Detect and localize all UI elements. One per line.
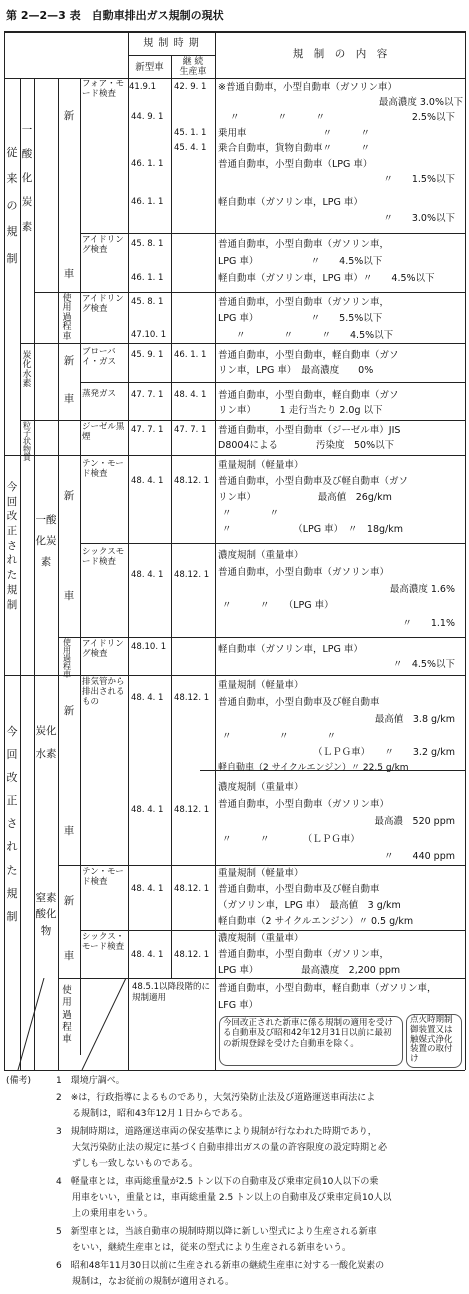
vehicle-car-label: 車 <box>63 825 75 837</box>
date-continuing: 45. 1. 1 <box>174 128 207 138</box>
row-divider <box>80 233 465 234</box>
regulation-content: 〃 440 ppm <box>384 851 455 862</box>
regulation-content: 普通自動車，小型自動車（ガソリン車） <box>218 567 390 578</box>
pollutant-hc: 炭化水素 <box>35 725 57 761</box>
row-divider <box>20 420 465 421</box>
date-new: 48. 4. 1 <box>131 950 164 960</box>
table-right-border <box>465 31 466 1070</box>
date-continuing: 48.12. 1 <box>174 805 210 815</box>
pollutant-co-revised: 一酸化炭素 <box>35 514 57 568</box>
date-new: 48. 4. 1 <box>131 476 164 486</box>
table-bottom-border <box>4 1070 465 1071</box>
regulation-content: 最高濃 520 ppm <box>374 816 455 827</box>
note-2-cont: る規制は，昭和43年12月１日からである。 <box>72 1109 248 1119</box>
header-period: 規 制 時 期 <box>143 38 200 49</box>
diagonal-slash-mark <box>80 978 128 1070</box>
regulation-content: 〃 〃 （LPG 車） <box>222 600 334 611</box>
regulation-content: 普通自動車，小型自動車（ガソリン車， <box>218 239 390 250</box>
category-label: テン・モード検査 <box>82 867 124 887</box>
category-label: ジーゼル黒煙 <box>82 422 125 442</box>
regulation-content: 乗用車 〃 〃 <box>218 128 371 139</box>
date-new: 47.10. 1 <box>131 330 167 340</box>
regulation-content: 普通自動車，小型自動車，軽自動車（ガソ <box>218 390 399 401</box>
date-new: 48. 4. 1 <box>131 805 164 815</box>
note-5: 5 新型車とは，当該自動車の規制時期以降に新しい型式により生産される新車 <box>56 1227 377 1237</box>
date-new: 48. 4. 1 <box>131 693 164 703</box>
regulation-content: LFG 車） <box>218 1000 259 1011</box>
regulation-content: 〃 〃 〃 4.5%以下 <box>236 330 394 341</box>
regulation-content: 〃 〃 〃 <box>222 731 337 742</box>
date-continuing: 48.12. 1 <box>174 570 210 580</box>
regulation-content: （ＬＰＧ車） 〃 3.2 g/km <box>313 747 455 758</box>
regulation-content: 普通自動車，小型自動車，軽自動車（ガソ <box>218 350 399 361</box>
note-1: 1 環境庁調べ。 <box>56 1076 125 1086</box>
pollutant-hc-small: 炭化水素 <box>22 351 32 390</box>
date-continuing: 46. 1. 1 <box>174 350 207 360</box>
vehicle-new-label: 新 <box>63 490 75 502</box>
category-label: ブローバイ・ガス <box>82 347 117 367</box>
row-divider <box>58 637 465 638</box>
date-continuing: 48.12. 1 <box>174 950 210 960</box>
column-divider <box>58 78 59 1070</box>
pollutant-nox: 窒素酸化物 <box>35 892 57 937</box>
regulation-content: 軽自動車（ガソリン車，LPG 車） <box>218 197 363 208</box>
regulation-content: 軽自動車（ガソリン車，LPG 車）〃 4.5%以下 <box>218 273 435 284</box>
regulation-content: 濃度規制（重量車） <box>218 933 304 944</box>
vehicle-used-label: 使用過程車 <box>62 294 72 342</box>
note-6-cont: 規制は，なお従前の規制が適用される。 <box>72 1277 235 1287</box>
regulation-content: 〃 〃 〃 <box>230 112 326 123</box>
regulation-content: 濃度規制（重量車） <box>218 782 304 793</box>
vehicle-car-label: 車 <box>63 950 75 962</box>
regulation-content: LPG 車） 〃 5.5%以下 <box>218 313 383 324</box>
vehicle-car-label: 車 <box>63 393 75 405</box>
regulation-content: 最高濃度 3.0%以下 <box>378 97 463 108</box>
date-new: 48. 4. 1 <box>131 570 164 580</box>
note-2: 2 ※は，行政指導によるものであり，大気汚染防止法及び道路運送車両法によ <box>56 1093 376 1103</box>
row-divider <box>58 865 465 866</box>
regulation-content: 軽自動車（ガソリン車，LPG 車） <box>218 644 363 655</box>
header-content: 規 制 の 内 容 <box>292 48 388 60</box>
regulation-content: 普通自動車，小型自動車，軽自動車（ガソリン車， <box>218 983 437 994</box>
table-title: 第 2—2—3 表 自動車排出ガス規制の現状 <box>6 9 224 22</box>
regulation-content: リン車，LPG 車） 最高濃度 0% <box>218 365 374 376</box>
note-3: 3 規制時期は，道路運送車両の保安基準により規制が行なわれた時期であり， <box>56 1127 377 1137</box>
note-4: 4 軽量車とは，車両総重量が2.5 トン以下の自動車及び乗車定員10人以下の乗 <box>56 1177 379 1187</box>
date-new: 46. 1. 1 <box>131 159 164 169</box>
vehicle-new-label: 新 <box>63 355 75 367</box>
table-top-border <box>4 31 465 33</box>
note-3-cont: 大気汚染防止法の規定に基づく自動車排出ガスの量の許容限度の設定時期と必 <box>72 1143 388 1153</box>
category-label: アイドリング検査 <box>82 639 124 659</box>
date-new: 48. 4. 1 <box>131 884 164 894</box>
regulation-content: 普通自動車，小型自動車（ガソリン車） <box>218 799 390 810</box>
date-continuing: 48.12. 1 <box>174 884 210 894</box>
vehicle-used-label: 使用過程車 <box>63 638 71 679</box>
regulation-content: 2.5%以下 <box>411 112 455 123</box>
staged-schedule: 48.5.1以降段階的に規制適用 <box>132 982 211 1003</box>
regulation-content: 乗合自動車，貨物自動車〃 〃 <box>218 143 371 154</box>
column-divider <box>215 31 216 1070</box>
category-label: アイドリング検査 <box>82 294 124 314</box>
category-label: アイドリング検査 <box>82 235 124 255</box>
regulation-content: リン車） 1 走行当たり 2.0g 以下 <box>218 405 383 416</box>
section-divider <box>4 675 465 676</box>
date-new: 45. 8. 1 <box>131 297 164 307</box>
regulation-content: 〃 4.5%以下 <box>392 659 455 670</box>
vehicle-used-label: 使用過程車 <box>62 985 72 1046</box>
header-continuing: 継 続 生産車 <box>179 57 207 78</box>
pollutant-particulate: 粒子状物質 <box>23 421 31 462</box>
regulation-content: （ガソリン車，LPG 車） 最高値 3 g/km <box>218 900 401 911</box>
regulation-content: 普通自動車，小型自動車（ガソリン車， <box>218 949 390 960</box>
column-divider <box>128 31 129 1070</box>
regulation-content: 〃 1.5%以下 <box>383 174 455 185</box>
row-divider <box>80 543 465 544</box>
regulation-content: 濃度規制（重量車） <box>218 550 304 561</box>
date-new: 44. 9. 1 <box>131 112 164 122</box>
date-new: 45. 9. 1 <box>131 350 164 360</box>
regulation-content: リン車） 最高値 26g/km <box>218 492 392 503</box>
regulation-content: LPG 車） 〃 4.5%以下 <box>218 256 383 267</box>
note-6: 6 昭和48年11月30日以前に生産される新車の継続生産車に対する一酸化炭素の <box>56 1261 385 1271</box>
vehicle-car-label: 車 <box>63 590 75 602</box>
regulation-content: 〃 3.0%以下 <box>383 213 455 224</box>
regulation-content: 普通自動車，小型自動車（LPG 車） <box>218 159 373 170</box>
section-conventional: 従来の規制 <box>6 146 18 265</box>
regulation-content: ※普通自動車，小型自動車（ガソリン車） <box>218 82 397 93</box>
notes-label: (備考) <box>6 1076 32 1086</box>
column-divider <box>80 78 81 1055</box>
regulation-content: 普通自動車，小型自動車（ガソリン車， <box>218 297 390 308</box>
section-revised-2: 今回改正された規制 <box>6 725 18 923</box>
regulation-content: 〃 〃 <box>222 508 280 519</box>
category-label: シックスモード検査 <box>82 547 125 567</box>
date-new: 47. 7. 1 <box>131 390 164 400</box>
regulation-content: 〃 〃 （ＬＰＧ車） <box>222 834 360 845</box>
note-4-cont: 用車をいい，重量とは，車両総重量 2.5 トン以上の自動車及び乗車定員10人以 <box>72 1193 392 1203</box>
regulation-content: 最高濃度 1.6% <box>389 584 455 595</box>
note-4-cont: 上の乗用車をいう。 <box>72 1209 154 1219</box>
regulation-content: 最高値 3.8 g/km <box>374 714 455 725</box>
regulation-content: 〃 （LPG 車） 〃 18g/km <box>222 524 403 535</box>
date-new: 47. 7. 1 <box>131 425 164 435</box>
vehicle-new-label: 新 <box>63 110 75 122</box>
category-label: テン・モード検査 <box>82 459 124 479</box>
header-bottom-border <box>4 78 465 79</box>
diagonal-slash-mark <box>4 978 58 1070</box>
date-new: 41.9.1 <box>129 82 157 92</box>
regulation-content: 重量規制（軽量車） <box>218 680 304 691</box>
category-label: シックス・モード検査 <box>82 932 125 952</box>
date-new: 45. 8. 1 <box>131 239 164 249</box>
category-label: 蒸発ガス <box>82 389 117 399</box>
exclusion-note: 今回改正された新車に係る規制の適用を受ける自動車及び昭和42年12月31日以前に最初の新規登録を受けた自動車を除く。 <box>219 1016 403 1066</box>
regulation-content: 重量規制（軽量車） <box>218 868 304 879</box>
row-divider <box>20 343 465 344</box>
pollutant-co: 一酸化炭素 <box>21 124 33 233</box>
notes-block <box>6 1076 466 1290</box>
date-continuing: 48.12. 1 <box>174 693 210 703</box>
regulation-content: 普通自動車，小型自動車及び軽自動車（ガソ <box>218 476 409 487</box>
vehicle-new-label: 新 <box>63 895 75 907</box>
regulation-content: 普通自動車，小型自動車（ジーゼル車）JIS <box>218 425 401 436</box>
date-continuing: 48.12. 1 <box>174 476 210 486</box>
row-divider <box>80 930 465 931</box>
device-note: 点火時期制御装置又は触媒式浄化装置の取付け <box>406 1014 462 1068</box>
date-new: 46. 1. 1 <box>131 273 164 283</box>
regulation-content: 〃 1.1% <box>402 618 455 629</box>
vehicle-new-label: 新 <box>63 705 75 717</box>
section-revised-1: 今回改正された規制 <box>6 481 18 611</box>
regulation-content: 軽自動車（2 サイクルエンジン）〃 22.5 g/km <box>218 763 409 773</box>
date-new: 46. 1. 1 <box>131 197 164 207</box>
section-divider <box>4 455 465 456</box>
regulation-content: 軽自動車（2 サイクルエンジン）〃 0.5 g/km <box>218 916 414 927</box>
regulation-content: 重量規制（軽量車） <box>218 460 304 471</box>
note-3-cont: ずしも一致しないものである。 <box>72 1159 199 1169</box>
header-new-model: 新型車 <box>135 62 164 73</box>
category-label: フォア・モード検査 <box>82 79 125 99</box>
date-continuing: 45. 4. 1 <box>174 143 207 153</box>
date-continuing: 48. 4. 1 <box>174 390 207 400</box>
regulation-content: D8004による 汚染度 50%以下 <box>218 440 395 451</box>
date-continuing: 42. 9. 1 <box>174 82 207 92</box>
row-divider <box>80 382 465 383</box>
row-divider <box>34 292 465 293</box>
regulation-content: 普通自動車，小型自動車及び軽自動車 <box>218 697 380 708</box>
date-new: 48.10. 1 <box>131 642 167 652</box>
column-divider <box>171 55 172 978</box>
date-continuing: 47. 7. 1 <box>174 425 207 435</box>
note-5-cont: をいい，継続生産車とは，従来の型式により生産される新車をいう。 <box>72 1243 352 1253</box>
vehicle-car-label: 車 <box>63 268 75 280</box>
category-label: 排気管から排出されるもの <box>82 677 125 707</box>
regulation-content: LPG 車） 最高濃度 2,200 ppm <box>218 965 401 976</box>
regulation-content: 普通自動車，小型自動車及び軽自動車 <box>218 884 380 895</box>
